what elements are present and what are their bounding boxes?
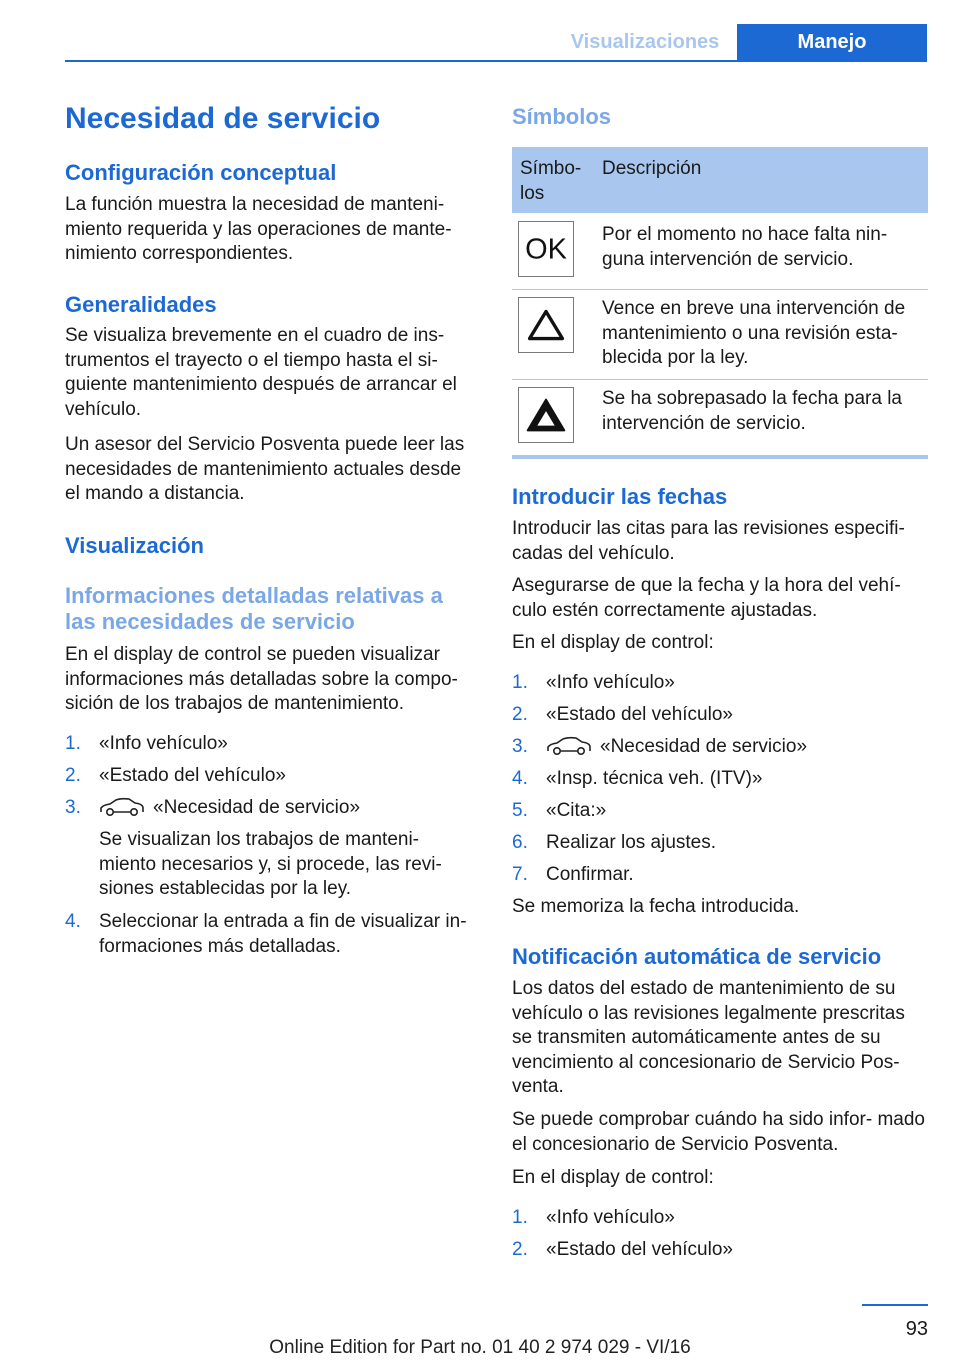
table-row bbox=[512, 213, 928, 289]
list-number: 3. bbox=[65, 797, 81, 818]
paragraph: En el display de control se pueden visualizar informaciones más detalladas sobre la compo‐ sición de los trabajos de mantenimiento. bbox=[65, 644, 458, 714]
list-number: 2. bbox=[512, 704, 528, 725]
list-text: «Info vehículo» bbox=[99, 733, 228, 754]
paragraph: Asegurarse de que la fecha y la hora del vehí‐ culo estén correctamente ajustadas. bbox=[512, 575, 901, 621]
list-number: 3. bbox=[512, 736, 528, 757]
section-heading-configuracion: Configuración conceptual bbox=[65, 160, 337, 185]
car-icon bbox=[546, 736, 592, 756]
list-number: 6. bbox=[512, 832, 528, 853]
tab-visualizaciones[interactable]: Visualizaciones bbox=[570, 31, 720, 53]
column-header-simbolos: Símbo‐ los bbox=[520, 158, 582, 204]
list-text: Realizar los ajustes. bbox=[546, 832, 717, 853]
list-number: 1. bbox=[512, 672, 528, 693]
section-heading-fechas: Introducir las fechas bbox=[512, 484, 728, 509]
edition-footer: Online Edition for Part no. 01 40 2 974 029 - VI/16 bbox=[269, 1337, 691, 1358]
paragraph: Se visualiza brevemente en el cuadro de ins‐ trumentos el trayecto o el tiempo hasta el si‐ guiente mantenimiento después de arrancar el vehículo. bbox=[65, 325, 457, 420]
footer-rule bbox=[862, 1304, 928, 1306]
header-rule bbox=[65, 60, 927, 62]
paragraph: Se memoriza la fecha introducida. bbox=[512, 896, 800, 917]
list-text: «Insp. técnica veh. (ITV)» bbox=[546, 768, 763, 789]
paragraph: Los datos del estado de mantenimiento de su vehículo o las revisiones legalmente prescritas se transmiten automáticamente antes de su vencimiento al concesionario de Servicio Pos‐ venta. bbox=[512, 978, 905, 1097]
table-cell-description: Se ha sobrepasado la fecha para la intervención de servicio. bbox=[602, 388, 902, 434]
list-text: «Necesidad de servicio» bbox=[153, 797, 361, 818]
section-heading-simbolos: Símbolos bbox=[512, 104, 612, 129]
list-number: 7. bbox=[512, 864, 528, 885]
list-text: «Info vehículo» bbox=[546, 1207, 675, 1228]
page-title: Necesidad de servicio bbox=[65, 102, 381, 135]
subsection-heading: Informaciones detalladas relativas a las necesidades de servicio bbox=[65, 583, 443, 634]
list-number: 1. bbox=[512, 1207, 528, 1228]
tab-manejo[interactable]: Manejo bbox=[737, 24, 927, 61]
table-header bbox=[512, 147, 928, 213]
step-note: Se visualizan los trabajos de manteni‐ miento necesarios y, si procede, las revi‐ siones establecidas por la ley. bbox=[99, 829, 442, 899]
section-heading-notificacion: Notificación automática de servicio bbox=[512, 944, 882, 969]
warning-triangle-outline-icon bbox=[518, 297, 574, 353]
ok-icon bbox=[518, 221, 574, 277]
list-text: «Estado del vehículo» bbox=[546, 704, 733, 725]
table-row bbox=[512, 379, 928, 457]
table-row bbox=[512, 289, 928, 379]
car-icon bbox=[99, 797, 145, 817]
table-bottom-rule bbox=[512, 455, 928, 459]
svg-text:OK: OK bbox=[525, 233, 567, 266]
list-number: 5. bbox=[512, 800, 528, 821]
table-cell-description: Por el momento no hace falta nin‐ guna intervención de servicio. bbox=[602, 224, 888, 270]
paragraph: La función muestra la necesidad de manteni‐ miento requerida y las operaciones de mante‐ nimiento correspondientes. bbox=[65, 194, 452, 264]
list-text: Confirmar. bbox=[546, 864, 634, 885]
paragraph: Introducir las citas para las revisiones especifi‐ cadas del vehículo. bbox=[512, 518, 905, 564]
list-text: Seleccionar la entrada a fin de visualizar in‐ formaciones más detalladas. bbox=[99, 911, 467, 957]
list-text: «Estado del vehículo» bbox=[99, 765, 286, 786]
list-number: 4. bbox=[512, 768, 528, 789]
table-cell-description: Vence en breve una intervención de mantenimiento o una revisión esta‐ blecida por la ley. bbox=[602, 298, 906, 368]
list-text: «Cita:» bbox=[546, 800, 607, 821]
paragraph: En el display de control: bbox=[512, 632, 714, 653]
list-number: 1. bbox=[65, 733, 81, 754]
list-text: «Info vehículo» bbox=[546, 672, 675, 693]
column-header-descripcion: Descripción bbox=[602, 158, 702, 179]
warning-triangle-filled-icon bbox=[518, 387, 574, 443]
list-number: 2. bbox=[65, 765, 81, 786]
paragraph: Se puede comprobar cuándo ha sido infor‐ mado el concesionario de Servicio Posventa. bbox=[512, 1109, 925, 1155]
section-heading-generalidades: Generalidades bbox=[65, 292, 217, 317]
section-heading-visualizacion: Visualización bbox=[65, 533, 204, 558]
list-text: «Necesidad de servicio» bbox=[600, 736, 808, 757]
list-text: «Estado del vehículo» bbox=[546, 1239, 733, 1260]
page-number: 93 bbox=[905, 1318, 928, 1340]
list-number: 4. bbox=[65, 911, 81, 932]
list-number: 2. bbox=[512, 1239, 528, 1260]
paragraph: En el display de control: bbox=[512, 1167, 714, 1188]
page-header bbox=[0, 24, 960, 62]
paragraph: Un asesor del Servicio Posventa puede leer las necesidades de mantenimiento actuales desde el mando a distancia. bbox=[65, 434, 465, 504]
